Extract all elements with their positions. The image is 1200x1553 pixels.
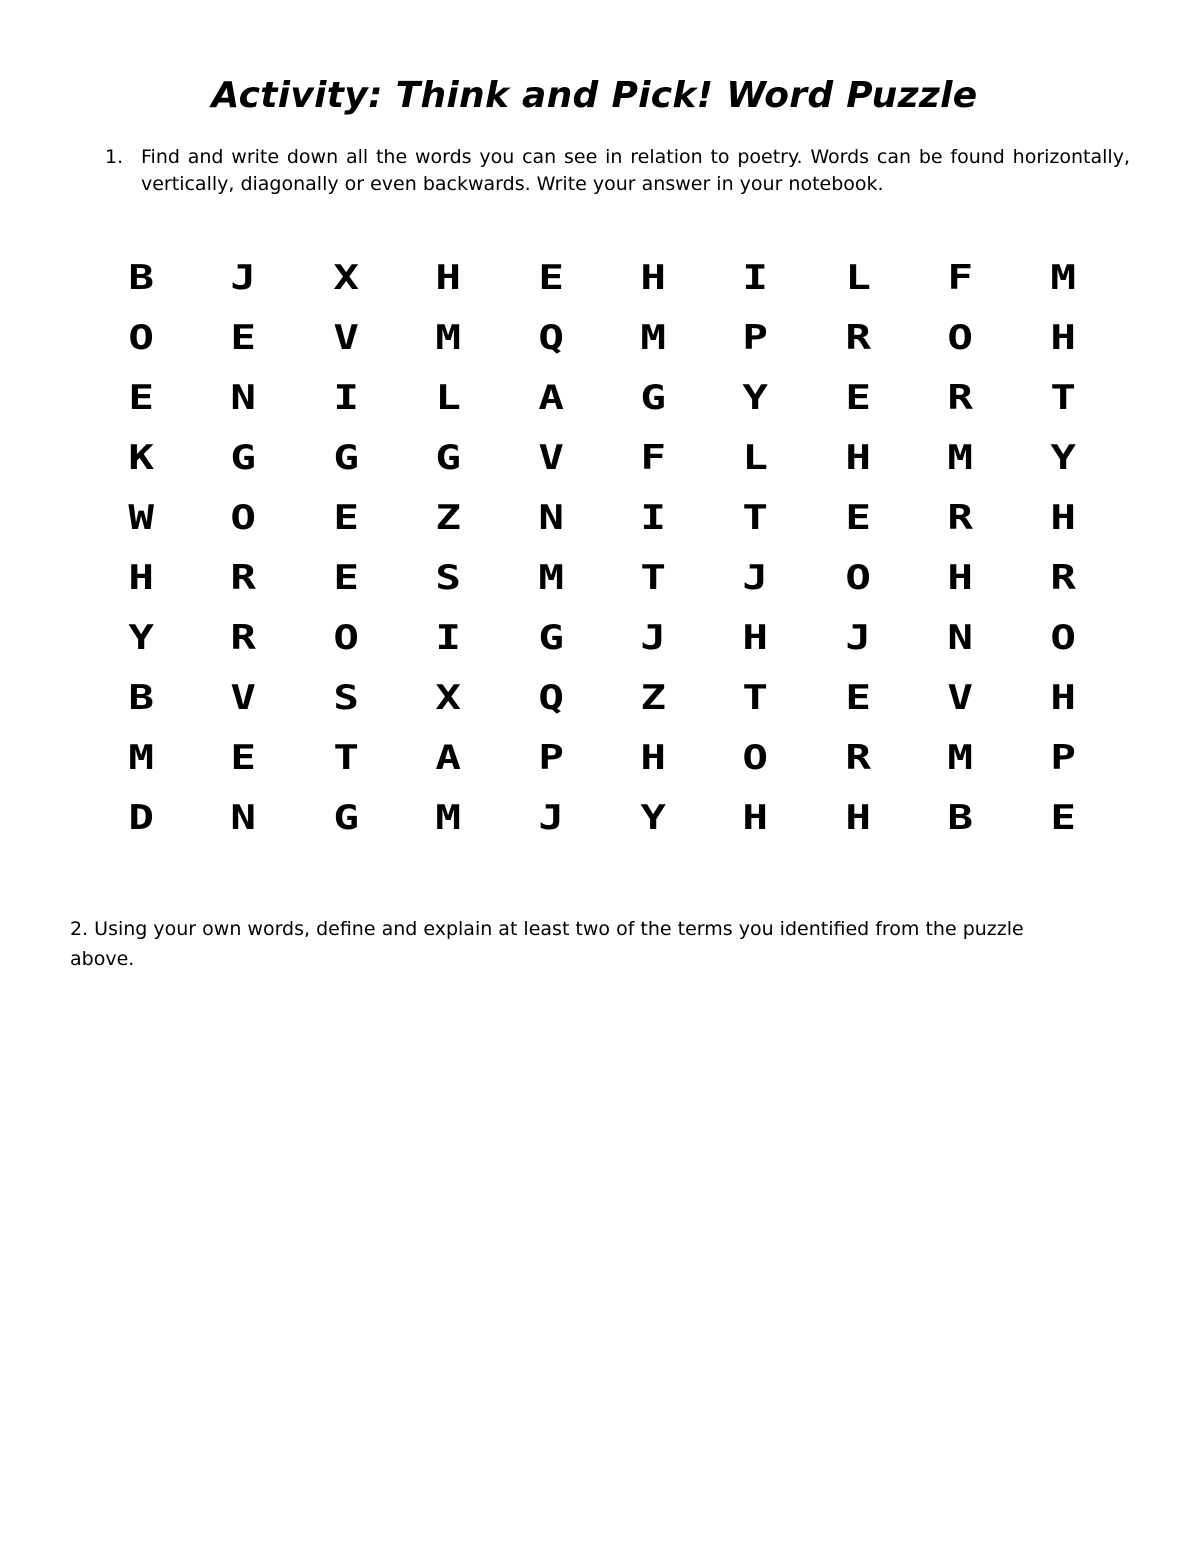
puzzle-letter: J <box>230 258 257 298</box>
puzzle-letter: F <box>947 258 974 298</box>
puzzle-letter: V <box>230 678 257 718</box>
puzzle-letter: P <box>742 318 769 358</box>
puzzle-letter: H <box>435 258 462 298</box>
puzzle-letter: F <box>640 438 666 478</box>
puzzle-letter: R <box>947 378 974 418</box>
puzzle-letter: M <box>640 318 666 358</box>
instruction-2-text: 2. Using your own words, define and explain at least two of the terms you identified from the puzzle above. <box>70 918 1024 970</box>
puzzle-letter: N <box>230 798 257 838</box>
puzzle-letter: I <box>333 378 359 418</box>
puzzle-letter: T <box>742 498 769 538</box>
puzzle-letter: O <box>845 558 871 598</box>
puzzle-letter: T <box>742 678 769 718</box>
puzzle-letter: I <box>640 498 666 538</box>
puzzle-letter: H <box>640 738 666 778</box>
puzzle-letter: B <box>128 678 154 718</box>
puzzle-letter: P <box>1049 738 1076 778</box>
word-puzzle-grid <box>90 248 1114 848</box>
puzzle-letter: Y <box>640 798 666 838</box>
puzzle-letter: G <box>640 378 666 418</box>
puzzle-letter: H <box>845 438 871 478</box>
puzzle-letter: H <box>845 798 871 838</box>
puzzle-letter: Z <box>640 678 666 718</box>
puzzle-letter: M <box>435 798 462 838</box>
puzzle-letter: M <box>947 738 974 778</box>
puzzle-letter: R <box>947 498 974 538</box>
puzzle-letter: V <box>947 678 974 718</box>
puzzle-letter: B <box>128 258 154 298</box>
puzzle-letter: R <box>845 738 871 778</box>
puzzle-letter: E <box>845 378 871 418</box>
puzzle-letter: L <box>742 438 769 478</box>
puzzle-letter: E <box>845 498 871 538</box>
puzzle-letter: G <box>333 798 359 838</box>
puzzle-letter: Q <box>537 318 564 358</box>
puzzle-letter: G <box>333 438 359 478</box>
puzzle-letter: T <box>333 738 359 778</box>
puzzle-letter: H <box>742 798 769 838</box>
puzzle-letter: H <box>742 618 769 658</box>
puzzle-letter: A <box>537 378 564 418</box>
puzzle-letter: S <box>435 558 462 598</box>
instruction-1 <box>105 144 1130 198</box>
puzzle-letter: J <box>640 618 666 658</box>
puzzle-letter: G <box>537 618 564 658</box>
puzzle-letter: N <box>230 378 257 418</box>
puzzle-letter: R <box>845 318 871 358</box>
puzzle-letter: S <box>333 678 359 718</box>
puzzle-letter: E <box>230 738 257 778</box>
puzzle-letter: I <box>742 258 769 298</box>
puzzle-letter: E <box>845 678 871 718</box>
page-title: Activity: Think and Pick! Word Puzzle <box>211 75 978 116</box>
puzzle-letter: P <box>537 738 564 778</box>
puzzle-letter: J <box>742 558 769 598</box>
puzzle-letter: O <box>947 318 974 358</box>
puzzle-letter: E <box>230 318 257 358</box>
puzzle-letter: E <box>537 258 564 298</box>
puzzle-letter: L <box>845 258 871 298</box>
puzzle-letter: H <box>1049 498 1076 538</box>
puzzle-letter: M <box>1049 258 1076 298</box>
puzzle-letter: I <box>435 618 462 658</box>
puzzle-letter: H <box>1049 678 1076 718</box>
puzzle-letter: R <box>1049 558 1076 598</box>
puzzle-letter: M <box>128 738 154 778</box>
puzzle-letter: H <box>640 258 666 298</box>
puzzle-letter: A <box>435 738 462 778</box>
puzzle-letter: T <box>640 558 666 598</box>
puzzle-letter: Q <box>537 678 564 718</box>
puzzle-letter: H <box>947 558 974 598</box>
puzzle-letter: O <box>742 738 769 778</box>
puzzle-letter: K <box>128 438 154 478</box>
puzzle-letter: E <box>333 498 359 538</box>
instruction-1-text: Find and write down all the words you can see in relation to poetry. Words can be found horizontally, vertically, diagonally or even backwards. Write your answer in your notebook. <box>141 146 1130 195</box>
puzzle-letter: D <box>128 798 154 838</box>
puzzle-letter: J <box>537 798 564 838</box>
puzzle-letter: G <box>230 438 257 478</box>
puzzle-letter: H <box>128 558 154 598</box>
puzzle-letter: E <box>128 378 154 418</box>
puzzle-letter: E <box>333 558 359 598</box>
instruction-1-number: 1. <box>105 146 124 168</box>
puzzle-letter: H <box>1049 318 1076 358</box>
puzzle-letter: O <box>333 618 359 658</box>
puzzle-letter: N <box>537 498 564 538</box>
puzzle-letter: M <box>537 558 564 598</box>
puzzle-letter: B <box>947 798 974 838</box>
puzzle-letter: L <box>435 378 462 418</box>
puzzle-letter: V <box>537 438 564 478</box>
puzzle-letter: E <box>1049 798 1076 838</box>
puzzle-letter: O <box>1049 618 1076 658</box>
puzzle-letter: T <box>1049 378 1076 418</box>
puzzle-letter: M <box>435 318 462 358</box>
puzzle-letter: M <box>947 438 974 478</box>
puzzle-letter: G <box>435 438 462 478</box>
puzzle-letter: R <box>230 618 257 658</box>
puzzle-letter: Y <box>1049 438 1076 478</box>
puzzle-letter: Z <box>435 498 462 538</box>
puzzle-letter: N <box>947 618 974 658</box>
puzzle-letter: Y <box>742 378 769 418</box>
puzzle-letter: Y <box>128 618 154 658</box>
puzzle-letter: O <box>128 318 154 358</box>
puzzle-letter: J <box>845 618 871 658</box>
puzzle-letter: W <box>128 498 154 538</box>
puzzle-letter: V <box>333 318 359 358</box>
puzzle-letter: R <box>230 558 257 598</box>
puzzle-letter: X <box>333 258 359 298</box>
puzzle-letter: X <box>435 678 462 718</box>
puzzle-letter: O <box>230 498 257 538</box>
